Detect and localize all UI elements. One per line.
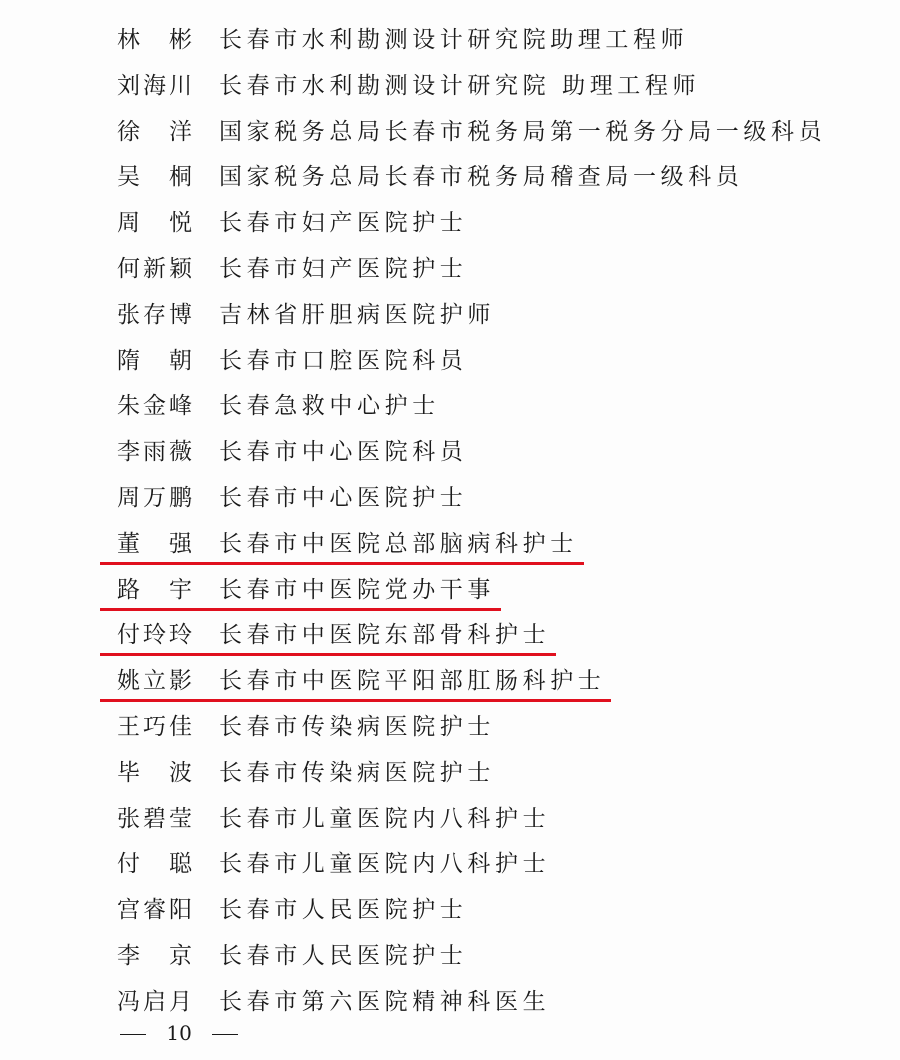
person-affiliation: 长春市中心医院科员	[219, 439, 468, 466]
person-name: 李 京	[117, 942, 193, 969]
person-affiliation: 国家税务总局长春市税务局第一税务分局一级科员	[219, 118, 827, 145]
person-affiliation: 长春市人民医院护士	[219, 942, 468, 969]
red-underline-mark	[100, 608, 501, 611]
person-affiliation: 吉林省肝胆病医院护师	[219, 301, 495, 328]
list-item	[0, 751, 900, 797]
person-affiliation: 长春市妇产医院护士	[219, 255, 468, 282]
list-item	[0, 980, 900, 1026]
footer-dash-right	[212, 1034, 238, 1036]
list-item	[0, 18, 900, 64]
person-affiliation: 长春市第六医院精神科医生	[219, 988, 551, 1015]
list-item	[0, 201, 900, 247]
person-affiliation: 长春市儿童医院内八科护士	[219, 805, 551, 832]
person-name: 路 宇	[117, 576, 193, 603]
person-name: 吴 桐	[117, 164, 193, 191]
person-name: 张存博	[117, 301, 193, 328]
person-affiliation: 长春市传染病医院护士	[219, 713, 495, 740]
person-affiliation: 长春急救中心护士	[219, 393, 440, 420]
person-name: 周万鹏	[117, 484, 193, 511]
person-affiliation: 长春市中医院总部脑病科护士	[219, 530, 578, 557]
person-affiliation: 长春市中医院党办干事	[219, 576, 495, 603]
person-affiliation: 长春市妇产医院护士	[219, 210, 468, 237]
personnel-list	[0, 18, 900, 1026]
list-item	[0, 568, 900, 614]
person-name: 姚立影	[117, 668, 193, 695]
page-footer	[120, 1020, 238, 1046]
person-name: 朱金峰	[117, 393, 193, 420]
person-affiliation: 长春市口腔医院科员	[219, 347, 468, 374]
person-name: 冯启月	[117, 988, 193, 1015]
list-item	[0, 659, 900, 705]
person-name: 付 聪	[117, 851, 193, 878]
person-affiliation: 长春市传染病医院护士	[219, 759, 495, 786]
list-item	[0, 247, 900, 293]
person-affiliation: 长春市中医院平阳部肛肠科护士	[219, 668, 606, 695]
list-item	[0, 155, 900, 201]
list-item	[0, 110, 900, 156]
list-item	[0, 522, 900, 568]
footer-dash-left	[120, 1034, 146, 1036]
person-name: 张碧莹	[117, 805, 193, 832]
red-underline-mark	[100, 653, 556, 656]
list-item	[0, 430, 900, 476]
person-name: 何新颖	[117, 255, 193, 282]
person-affiliation: 长春市中医院东部骨科护士	[219, 622, 551, 649]
person-name: 刘海川	[117, 72, 193, 99]
list-item	[0, 384, 900, 430]
person-name: 毕 波	[117, 759, 193, 786]
page-number: 10	[166, 1021, 192, 1045]
list-item	[0, 705, 900, 751]
red-underline-mark	[100, 699, 611, 702]
list-item	[0, 613, 900, 659]
person-affiliation: 长春市水利勘测设计研究院 助理工程师	[219, 72, 701, 99]
list-item	[0, 339, 900, 385]
person-affiliation: 长春市水利勘测设计研究院助理工程师	[219, 27, 689, 53]
person-name: 董 强	[117, 530, 193, 557]
person-name: 付玲玲	[117, 622, 193, 649]
list-item	[0, 797, 900, 843]
list-item	[0, 934, 900, 980]
person-name: 李雨薇	[117, 439, 193, 466]
person-affiliation: 长春市中心医院护士	[219, 484, 468, 511]
list-item	[0, 888, 900, 934]
red-underline-mark	[100, 562, 584, 565]
person-name: 林 彬	[117, 27, 193, 53]
person-affiliation: 国家税务总局长春市税务局稽查局一级科员	[219, 164, 744, 191]
person-name: 隋 朝	[117, 347, 193, 374]
person-affiliation: 长春市儿童医院内八科护士	[219, 851, 551, 878]
list-item	[0, 842, 900, 888]
person-name: 徐 洋	[117, 118, 193, 145]
person-name: 周 悦	[117, 210, 193, 237]
person-name: 王巧佳	[117, 713, 193, 740]
list-item	[0, 476, 900, 522]
list-item	[0, 293, 900, 339]
list-item	[0, 64, 900, 110]
person-affiliation: 长春市人民医院护士	[219, 897, 468, 924]
person-name: 宫睿阳	[117, 897, 193, 924]
